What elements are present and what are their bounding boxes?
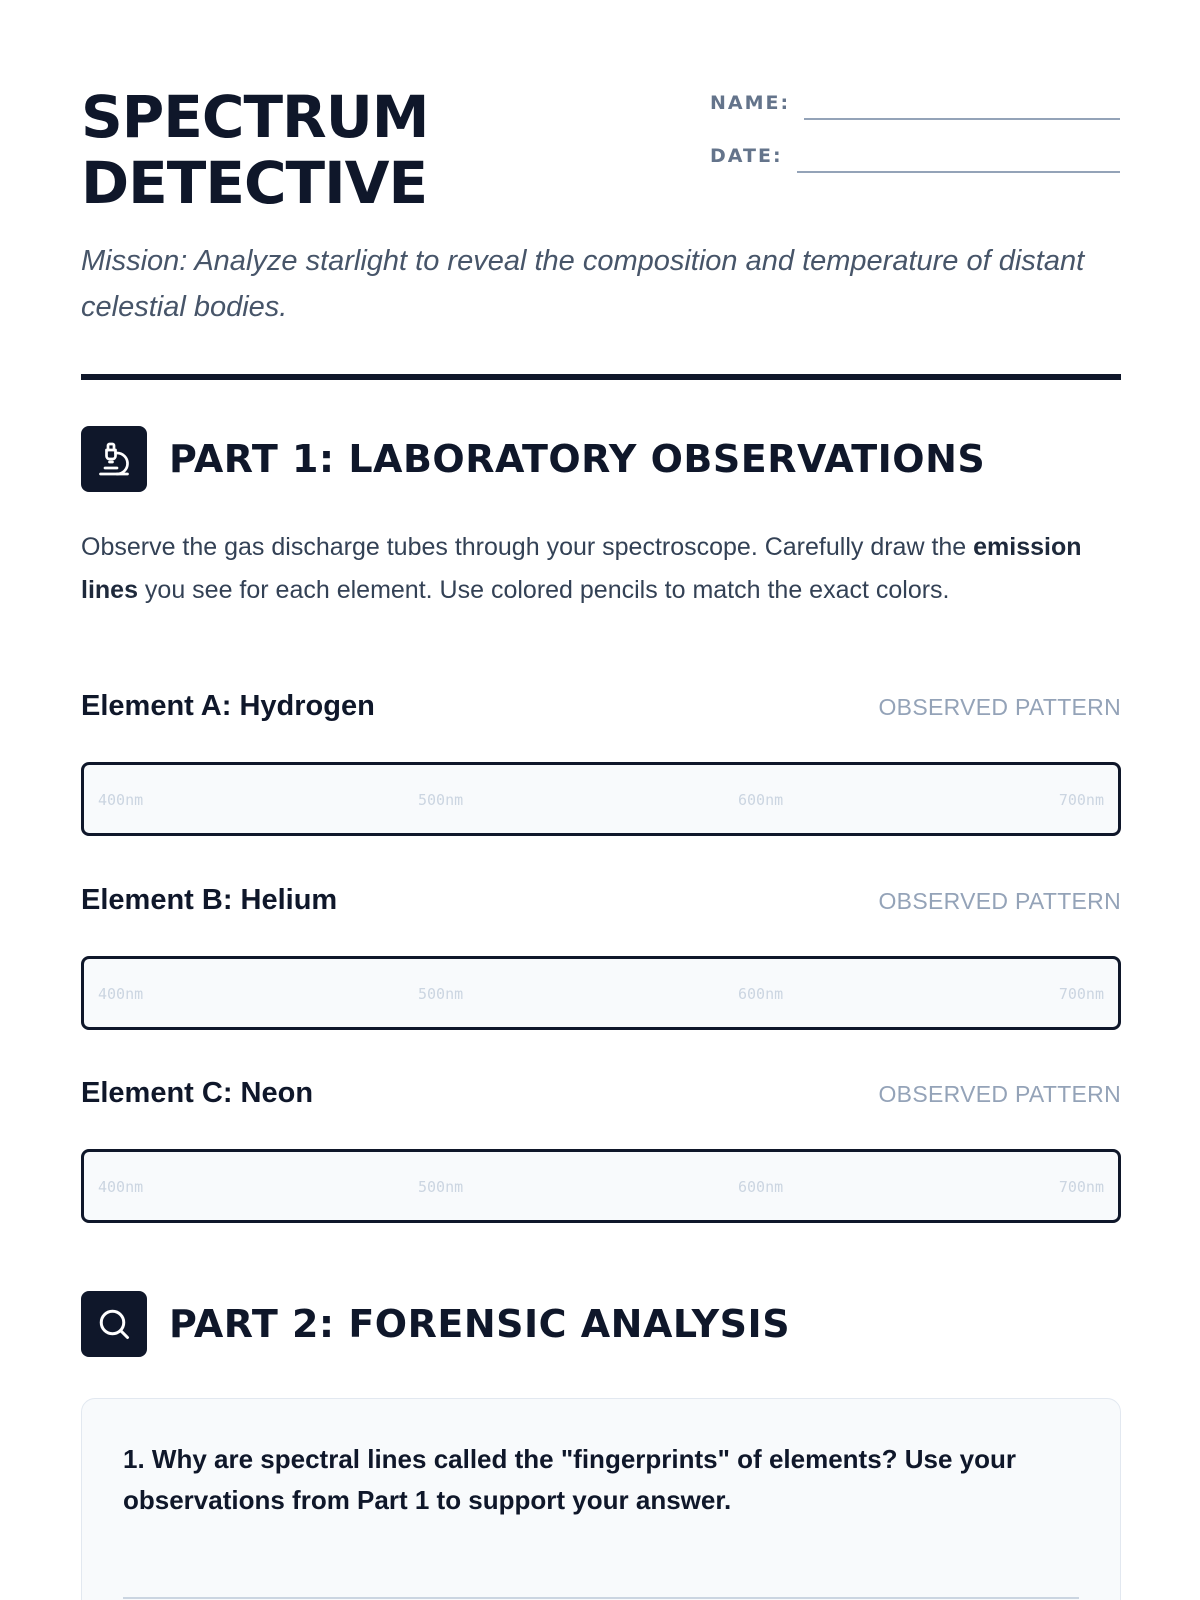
title-line-1: SPECTRUM (81, 83, 429, 151)
name-row (710, 84, 1120, 120)
spectrum-drawing-box[interactable] (81, 956, 1121, 1030)
scale-label-500: 500nm (418, 985, 464, 1003)
scale-label-500: 500nm (418, 1178, 464, 1196)
part2-heading (81, 1291, 790, 1357)
name-field[interactable] (804, 88, 1120, 120)
worksheet-header (81, 0, 1119, 360)
element-block-hydrogen (81, 690, 1121, 836)
part1-instructions (81, 526, 1121, 612)
mission-statement: Mission: Analyze starlight to reveal the composition and temperature of distant celestial bodies. (81, 245, 1085, 323)
scale-label-700: 700nm (1058, 985, 1104, 1003)
element-name: Element B: Helium (81, 884, 338, 916)
observed-pattern-label: OBSERVED PATTERN (878, 694, 1121, 720)
observed-pattern-label: OBSERVED PATTERN (878, 1081, 1121, 1107)
scale-label-700: 700nm (1058, 791, 1104, 809)
part1-heading (81, 426, 985, 492)
element-header (81, 690, 1121, 740)
scale-label-400: 400nm (98, 985, 144, 1003)
worksheet-title (81, 84, 429, 216)
question-card (81, 1398, 1121, 1600)
element-header (81, 1077, 1121, 1127)
element-header (81, 884, 1121, 934)
element-block-neon (81, 1077, 1121, 1223)
scale-label-700: 700nm (1058, 1178, 1104, 1196)
name-label: NAME: (710, 92, 791, 114)
intro-text-1: Observe the gas discharge tubes through your spectroscope. Carefully draw the (81, 533, 974, 561)
search-icon (81, 1291, 147, 1357)
scale-label-600: 600nm (738, 985, 784, 1003)
scale-label-400: 400nm (98, 791, 144, 809)
element-block-helium (81, 884, 1121, 1030)
intro-emphasis: emission lines (81, 533, 1082, 604)
date-label: DATE: (710, 145, 783, 167)
scale-label-600: 600nm (738, 791, 784, 809)
part2-title: PART 2: FORENSIC ANALYSIS (169, 1302, 791, 1346)
answer-line[interactable] (123, 1597, 1079, 1599)
spectrum-drawing-box[interactable] (81, 762, 1121, 836)
scale-label-600: 600nm (738, 1178, 784, 1196)
element-name: Element A: Hydrogen (81, 690, 375, 722)
scale-label-500: 500nm (418, 791, 464, 809)
date-row (710, 137, 1120, 173)
spectrum-drawing-box[interactable] (81, 1149, 1121, 1223)
element-name: Element C: Neon (81, 1077, 314, 1109)
part1-title: PART 1: LABORATORY OBSERVATIONS (169, 437, 986, 481)
header-divider (81, 374, 1121, 380)
scale-label-400: 400nm (98, 1178, 144, 1196)
observed-pattern-label: OBSERVED PATTERN (878, 888, 1121, 914)
microscope-icon (81, 426, 147, 492)
title-line-2: DETECTIVE (81, 149, 428, 217)
question-text: 1. Why are spectral lines called the "fingerprints" of elements? Use your observations from Part 1 to support your answer. (123, 1444, 1017, 1515)
date-field[interactable] (797, 141, 1120, 173)
student-info (710, 84, 1120, 190)
intro-text-2: you see for each element. Use colored pencils to match the exact colors. (137, 576, 950, 604)
